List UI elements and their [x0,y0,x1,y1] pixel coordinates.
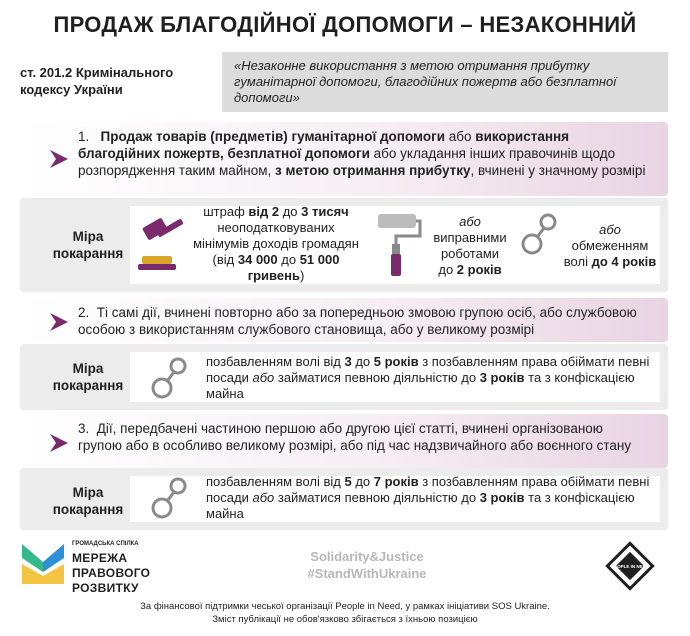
handcuffs-icon [150,476,190,520]
penalty-label: Міра покарання [52,485,124,517]
org-name: МЕРЕЖА ПРАВОВОГО РОЗВИТКУ [72,551,151,595]
handcuffs-icon [150,356,190,400]
org-logo-icon [20,542,66,586]
hashtags: Solidarity&Justice #StandWithUkraine [307,549,427,581]
section-3-header [20,414,668,468]
handcuffs-icon [520,212,560,256]
section-3-penalty-text: позбавленням волі від 5 до 7 років з позбавленням права обіймати певні посади або займатися певною діяльністю до 3 років та з конфіскацією майна [206,474,650,521]
article-reference [20,64,210,98]
chevron-arrow-icon [48,432,70,454]
chevron-arrow-icon [48,148,70,170]
sponsor-note: За фінансової підтримки чеської організації People in Need, у рамках ініціативи SOS Ukraine. Зміст публікації не обов'язково збігається з їхньою позицією [140,601,550,625]
section-1-penalty-row [20,198,668,292]
fine-penalty-text: штраф від 2 до 3 тисяч неоподатковуваних мінімумів доходів громадян (від 34 000 до 51 000 гривень) [193,204,359,283]
gavel-icon [136,218,192,272]
article-quote: «Незаконне використання з метою отримання прибутку гуманітарної допомоги, благодійних пожертв або безплатної допомоги» [222,52,668,112]
page-title: ПРОДАЖ БЛАГОДІЙНОЇ ДОПОМОГИ – НЕЗАКОННИЙ [53,12,637,37]
article-reference-line2: кодексу України [20,82,123,97]
section-2-header [20,298,668,342]
section-2-text: 2. Ті самі дії, вчинені повторно або за попередньою змовою групою осіб, або службовою особою з використанням службового становища, або у великому розмірі [78,305,637,337]
penalty-label: Міра покарання [52,229,124,261]
article-reference-line1: ст. 201.2 Кримінального [20,65,174,80]
section-1-header [20,122,668,196]
section-1-text: 1. Продаж товарів (предметів) гуманітарної допомоги або використання благодійних пожертв, безплатної допомоги або укладання інших правочинів щодо розпорядження таким майном, з метою отримання прибутку, вчинені у значному розмірі [78,129,646,178]
section-2-penalty-text: позбавленням волі від 3 до 5 років з позбавленням права обіймати певні посади або займатися певною діяльністю до 3 років та з конфіскацією майна [206,354,650,401]
section-2-penalty-row [20,344,668,410]
penalty-label: Міра покарання [52,361,124,393]
labor-penalty-text: або виправними роботами до 2 років [433,214,507,277]
section-3-text: 3. Дії, передбачені частиною першою або другою цієї статті, вчинені організованою групою або в особливо великому розмірі, або під час надзвичайного або воєнного стану [78,421,632,453]
org-name-small: ГРОМАДСЬКА СПІЛКА [72,541,139,547]
restriction-penalty-text: або обмеженням волі до 4 років [563,222,657,269]
paint-roller-icon [372,212,422,278]
section-3-penalty-row [20,468,668,530]
people-in-need-logo [602,538,658,594]
chevron-arrow-icon [48,311,70,333]
people-in-need-logo-text: PEOPLE IN NEED [611,564,649,569]
